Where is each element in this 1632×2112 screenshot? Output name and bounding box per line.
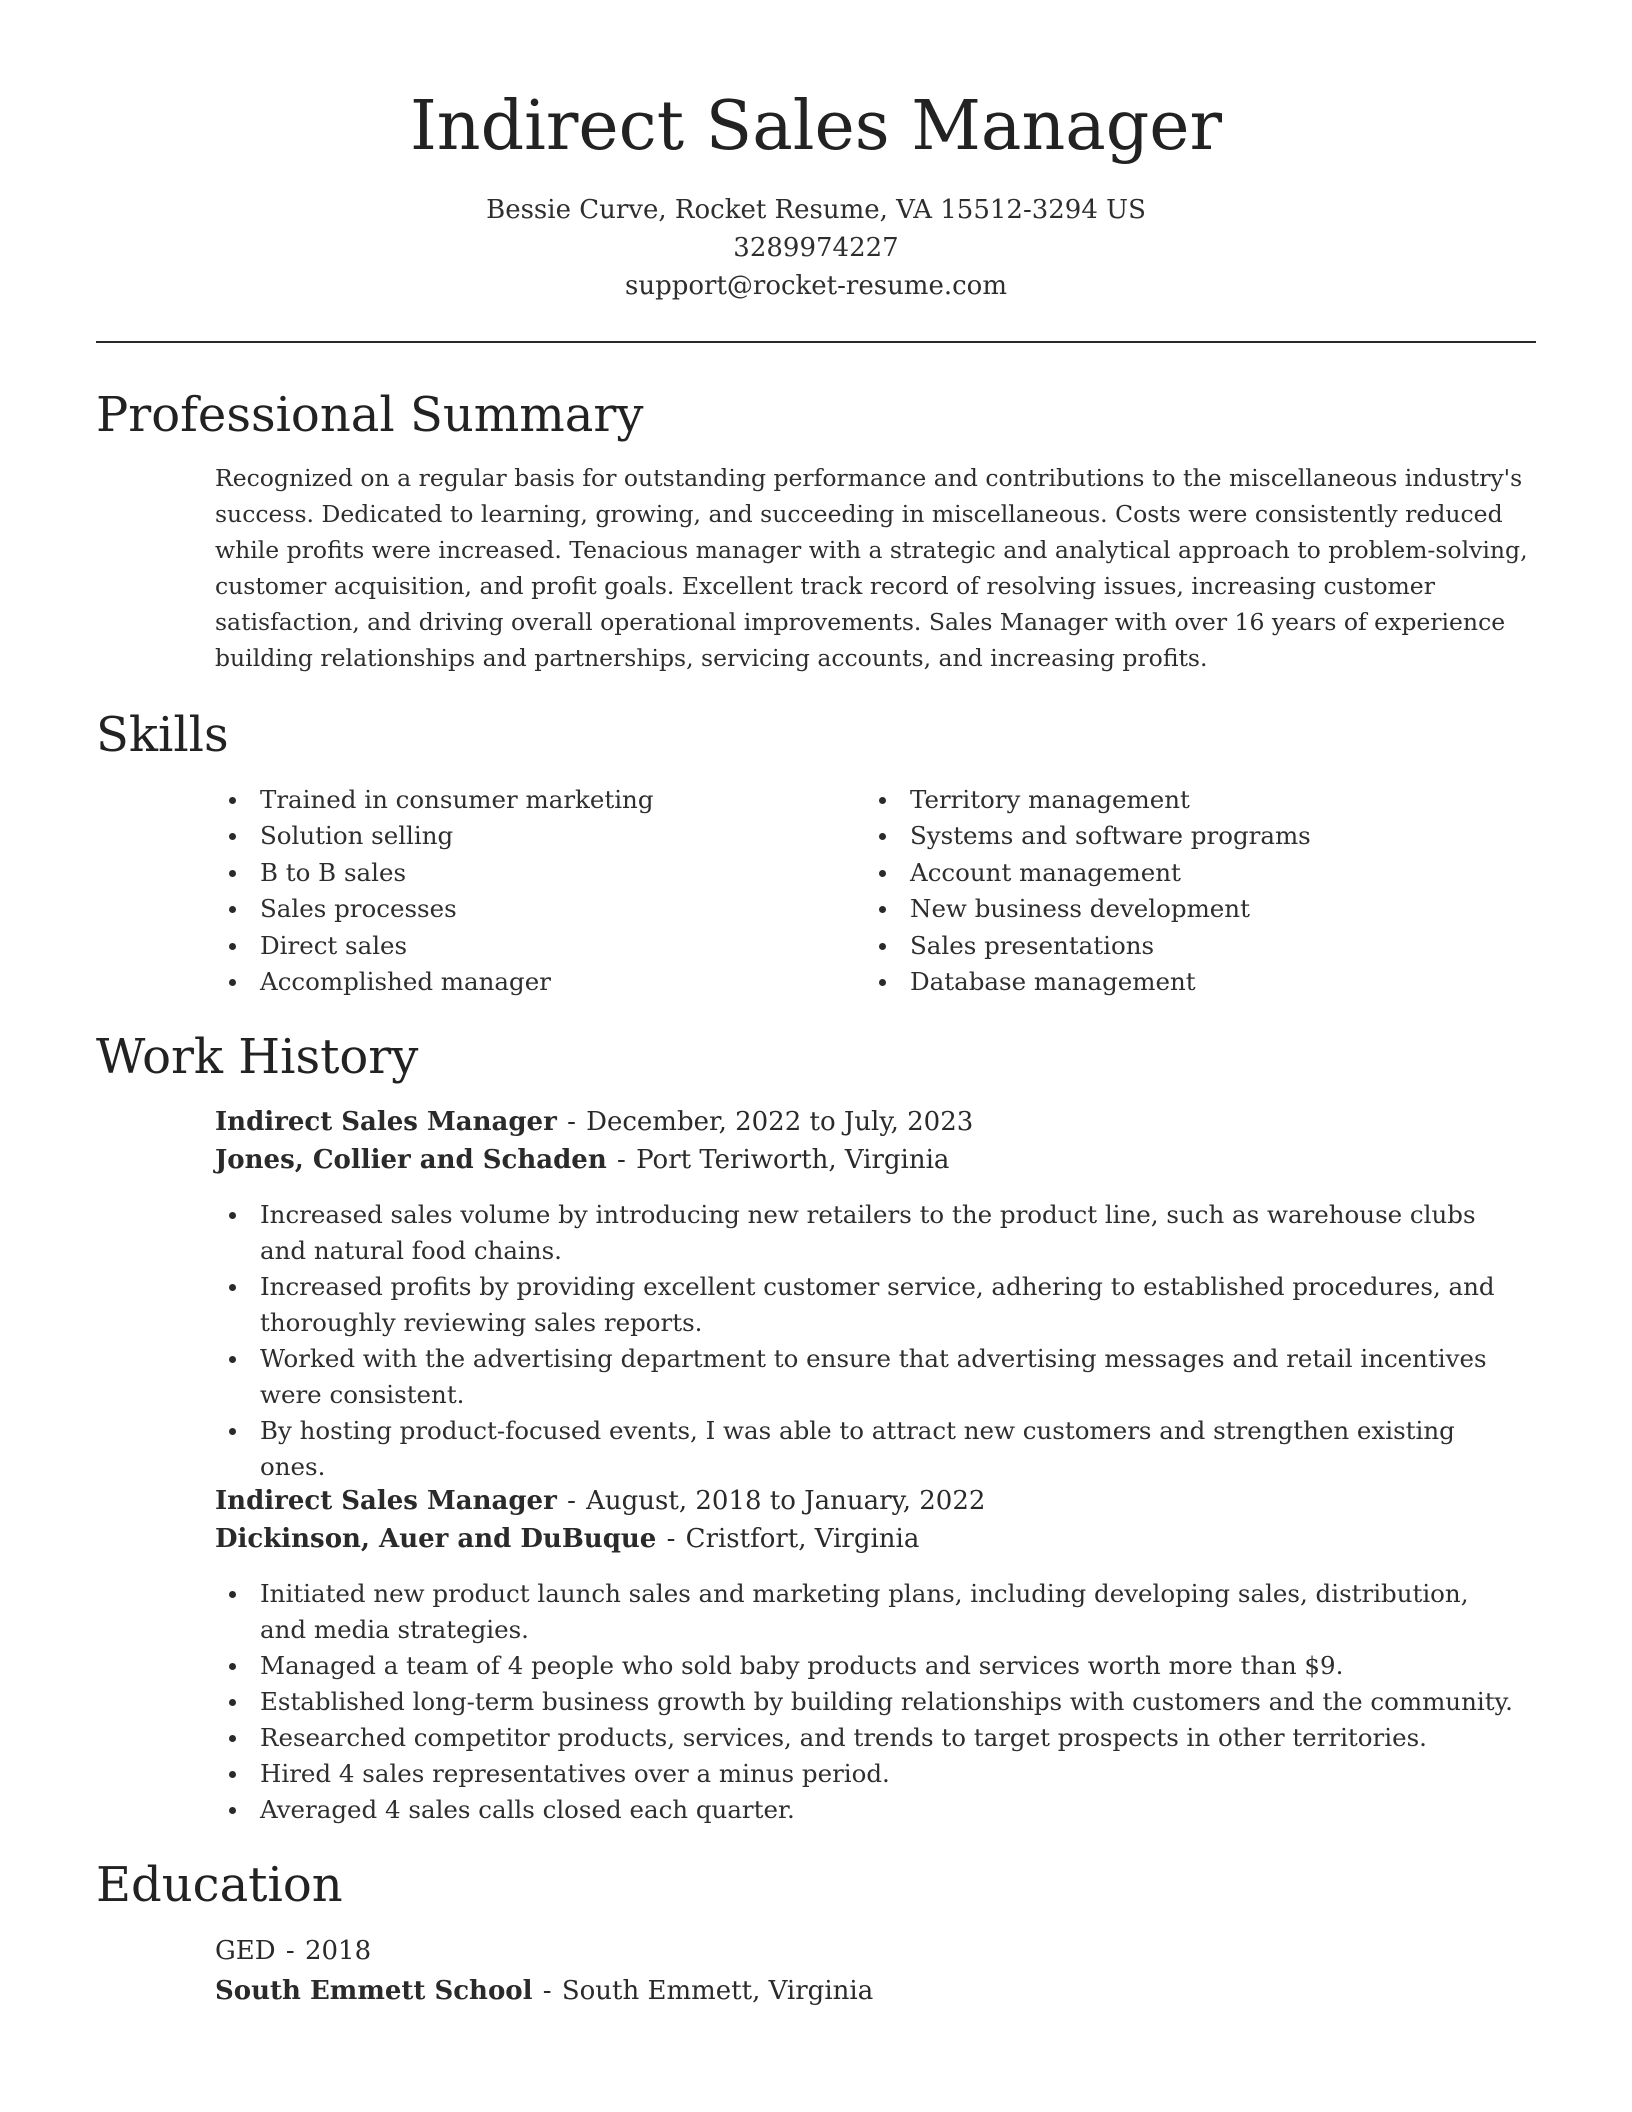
separator: - bbox=[567, 1486, 576, 1516]
skills-list-left bbox=[215, 782, 855, 1000]
skill-item: Territory management bbox=[865, 782, 1525, 818]
job-bullet: Managed a team of 4 people who sold baby products and services worth more than $9. bbox=[215, 1648, 1515, 1684]
job-title: Indirect Sales Manager bbox=[215, 1107, 557, 1137]
skill-item: New business development bbox=[865, 891, 1525, 927]
skill-item: Sales processes bbox=[215, 891, 855, 927]
skill-item: Database management bbox=[865, 964, 1525, 1000]
job-bullet: By hosting product-focused events, I was able to attract new customers and strengthen existing ones. bbox=[215, 1413, 1515, 1485]
summary-text: Recognized on a regular basis for outstanding performance and contributions to the miscellaneous industry's success. Dedicated to learning, growing, and succeeding in miscellaneous. Costs were consistently reduced while profits were increased. Tenacious manager with a strategic and analytical approach to problem-solving, customer acquisition, and profit goals. Excellent track record of resolving issues, increasing customer satisfaction, and driving overall operational improvements. Sales Manager with over 16 years of experience building relationships and partnerships, servicing accounts, and increasing profits. bbox=[215, 464, 1528, 672]
education-degree: GED bbox=[215, 1936, 276, 1966]
section-title-education: Education bbox=[96, 1857, 343, 1913]
job-company-line bbox=[215, 1141, 1535, 1179]
education-school-line bbox=[215, 1972, 1535, 2010]
skill-item: Solution selling bbox=[215, 818, 855, 854]
job-bullet: Increased profits by providing excellent customer service, adhering to established procedures, and thoroughly reviewing sales reports. bbox=[215, 1269, 1515, 1341]
section-title-skills: Skills bbox=[96, 707, 229, 763]
job-bullet: Worked with the advertising department to ensure that advertising messages and retail incentives were consistent. bbox=[215, 1341, 1515, 1413]
contact-address: Bessie Curve, Rocket Resume, VA 15512-3294 US bbox=[486, 195, 1146, 225]
job-bullet: Initiated new product launch sales and marketing plans, including developing sales, distribution, and media strategies. bbox=[215, 1576, 1515, 1648]
job-bullet: Increased sales volume by introducing new retailers to the product line, such as warehouse clubs and natural food chains. bbox=[215, 1197, 1515, 1269]
skill-item: Sales presentations bbox=[865, 928, 1525, 964]
section-title-summary: Professional Summary bbox=[96, 387, 644, 443]
candidate-name: Indirect Sales Manager bbox=[409, 87, 1223, 166]
skill-item: Account management bbox=[865, 855, 1525, 891]
job-title: Indirect Sales Manager bbox=[215, 1486, 557, 1516]
education-degree-line bbox=[215, 1932, 1535, 1970]
header-divider bbox=[96, 341, 1536, 343]
skill-item: B to B sales bbox=[215, 855, 855, 891]
job-location: Port Teriworth, Virginia bbox=[636, 1145, 950, 1175]
separator: - bbox=[666, 1524, 676, 1554]
job-title-line bbox=[215, 1103, 1535, 1141]
skill-item: Direct sales bbox=[215, 928, 855, 964]
section-title-work-history: Work History bbox=[96, 1029, 419, 1085]
education-year: 2018 bbox=[304, 1936, 372, 1966]
job-dates: December, 2022 to July, 2023 bbox=[586, 1107, 974, 1137]
skill-item: Accomplished manager bbox=[215, 964, 855, 1000]
separator: - bbox=[285, 1936, 295, 1966]
job-company: Jones, Collier and Schaden bbox=[215, 1145, 607, 1175]
separator: - bbox=[567, 1107, 576, 1137]
job-dates: August, 2018 to January, 2022 bbox=[586, 1486, 986, 1516]
job-bullet: Researched competitor products, services, and trends to target prospects in other territories. bbox=[215, 1720, 1515, 1756]
job-company: Dickinson, Auer and DuBuque bbox=[215, 1524, 657, 1554]
contact-phone: 3289974227 bbox=[733, 233, 899, 263]
separator: - bbox=[617, 1145, 626, 1175]
job-bullets bbox=[215, 1576, 1515, 1828]
job-company-line bbox=[215, 1520, 1535, 1558]
skill-item: Trained in consumer marketing bbox=[215, 782, 855, 818]
education-school: South Emmett School bbox=[215, 1976, 533, 2006]
job-location: Cristfort, Virginia bbox=[685, 1524, 920, 1554]
job-title-line bbox=[215, 1482, 1535, 1520]
separator: - bbox=[542, 1976, 552, 2006]
skills-list-right bbox=[865, 782, 1525, 1000]
job-bullet: Hired 4 sales representatives over a minus period. bbox=[215, 1756, 1515, 1792]
skill-item: Systems and software programs bbox=[865, 818, 1525, 854]
job-bullets bbox=[215, 1197, 1515, 1485]
contact-email: support@rocket-resume.com bbox=[624, 271, 1007, 301]
job-bullet: Averaged 4 sales calls closed each quarter. bbox=[215, 1792, 1515, 1828]
job-bullet: Established long-term business growth by building relationships with customers and the community. bbox=[215, 1684, 1515, 1720]
education-location: South Emmett, Virginia bbox=[561, 1976, 874, 2006]
